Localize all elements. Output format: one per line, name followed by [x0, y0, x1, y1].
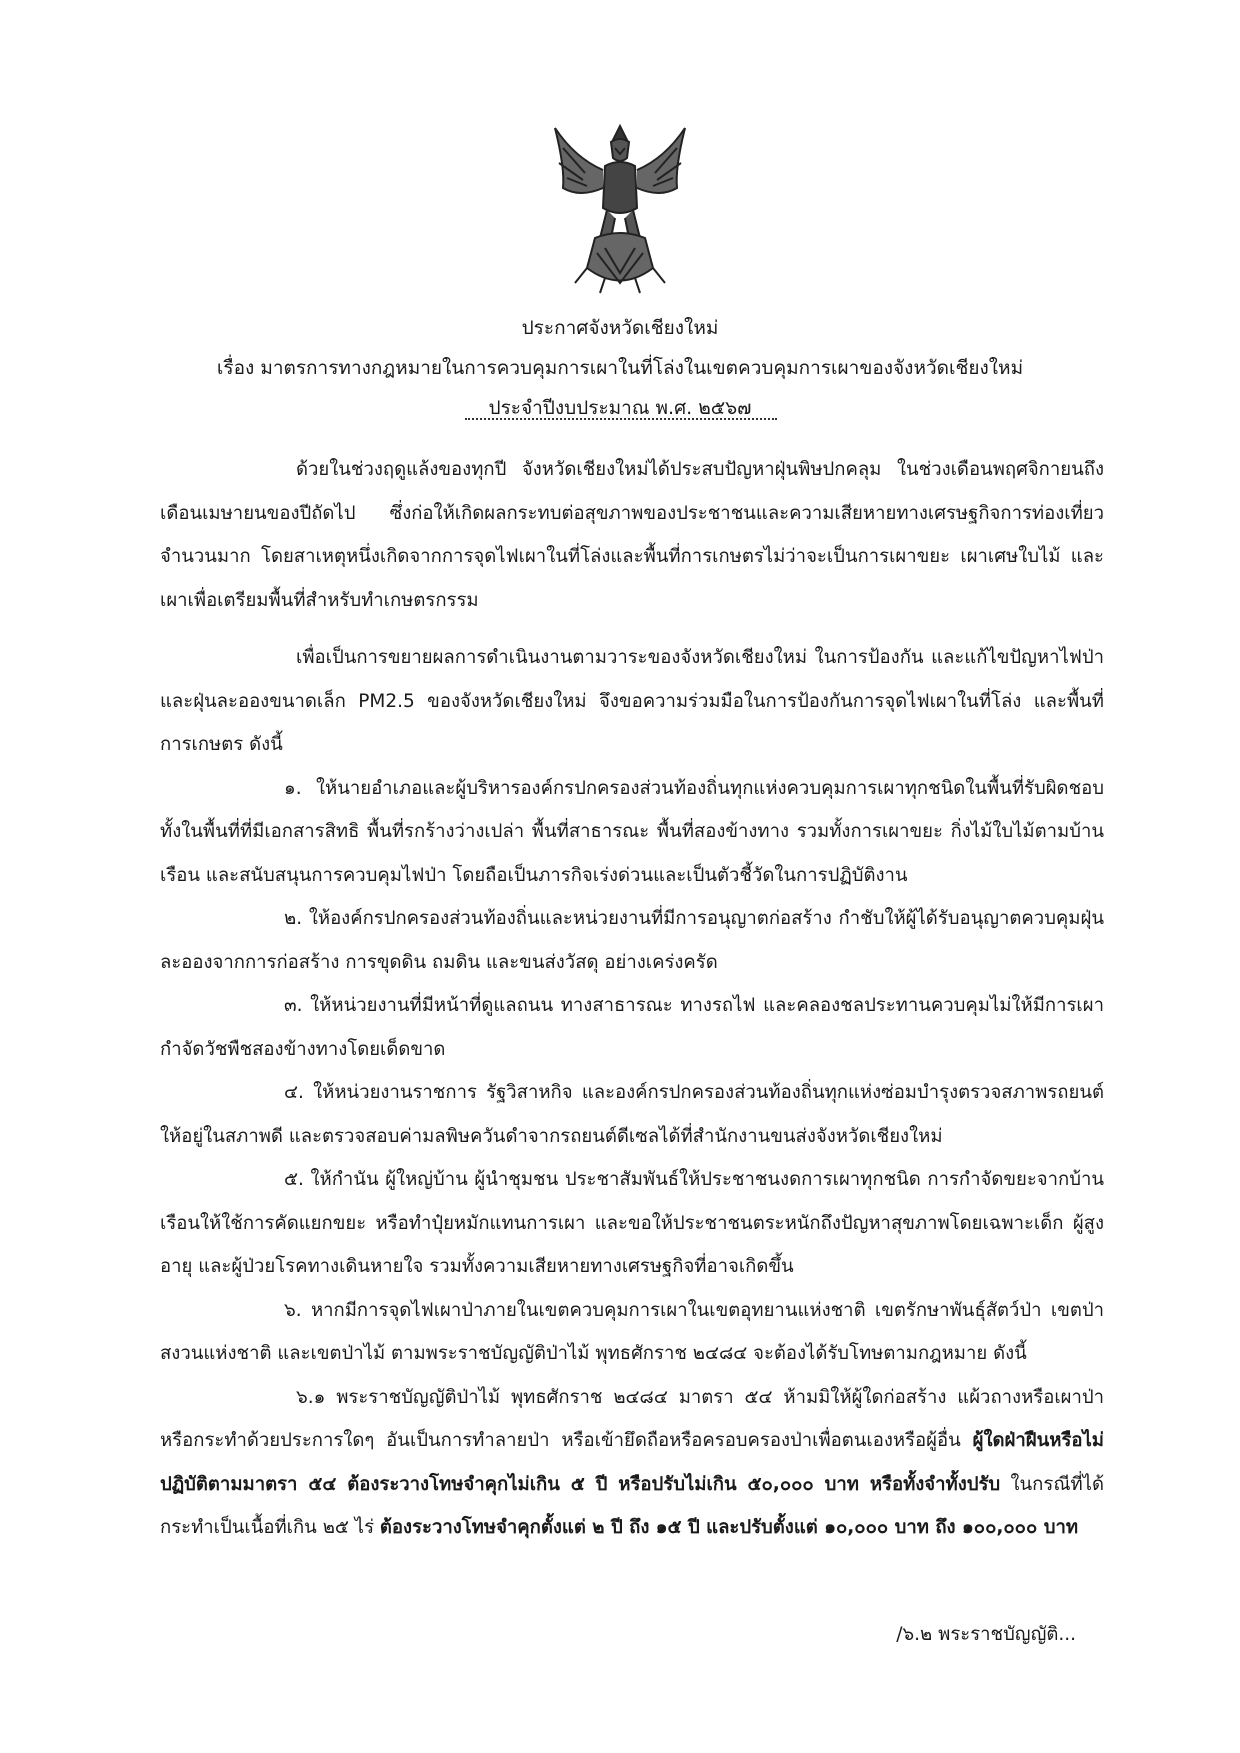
continuation-note: /๖.๒ พระราชบัญญัติ... [896, 1624, 1076, 1645]
announcement-body [160, 448, 1104, 1550]
measure-item-2: ๒. ให้องค์กรปกครองส่วนท้องถิ่นและหน่วยงานที่มีการอนุญาตก่อสร้าง กำชับให้ผู้ได้รับอนุญาตควบคุมฝุ่นละอองจากการก่อสร้าง การขุดดิน ถมดิน และขนส่งวัสดุ อย่างเคร่งครัด [160, 908, 1104, 973]
penalty-text-bold: ต้องระวางโทษจำคุกตั้งแต่ ๒ ปี ถึง ๑๕ ปี และปรับตั้งแต่ ๑๐,๐๐๐ บาท ถึง ๑๐๐,๐๐๐ บาท [379, 1517, 1079, 1538]
measure-item-1: ๑. ให้นายอำเภอและผู้บริหารองค์กรปกครองส่วนท้องถิ่นทุกแห่งควบคุมการเผาทุกชนิดในพื้นที่รับผิดชอบ ทั้งในพื้นที่ที่มีเอกสารสิทธิ พื้นที่รกร้างว่างเปล่า พื้นที่สาธารณะ พื้นที่สองข้างทาง รวมทั้งการเผาขยะ กิ่งไม้ใบไม้ตามบ้านเรือน และสนับสนุนการควบคุมไฟป่า โดยถือเป็นภารกิจเร่งด่วนและเป็นตัวชี้วัดในการปฏิบัติงาน [160, 777, 1104, 886]
intro-paragraph: ด้วยในช่วงฤดูแล้งของทุกปี จังหวัดเชียงใหม่ได้ประสบปัญหาฝุ่นพิษปกคลุม ในช่วงเดือนพฤศจิกายนถึงเดือนเมษายนของปีถัดไป ซึ่งก่อให้เกิดผลกระทบต่อสุขภาพของประชาชนและความเสียหายทางเศรษฐกิจการท่องเที่ยวจำนวนมาก โดยสาเหตุหนึ่งเกิดจากการจุดไฟเผาในที่โล่งและพื้นที่การเกษตรไม่ว่าจะเป็นการเผาขยะ เผาเศษใบไม้ และเผาเพื่อเตรียมพื้นที่สำหรับทำเกษตรกรรม [160, 459, 1104, 611]
penalty-text-bold: ผู้ใดฝ่าฝืนหรือไม่ปฏิบัติตามมาตรา ๕๔ ต้องระวางโทษจำคุกไม่เกิน ๕ ปี หรือปรับไม่เกิน ๕๐,๐๐๐ บาท หรือทั้งจำทั้งปรับ [160, 1430, 1104, 1495]
measure-item-6: ๖. หากมีการจุดไฟเผาป่าภายในเขตควบคุมการเผาในเขตอุทยานแห่งชาติ เขตรักษาพันธุ์สัตว์ป่า เขตป่าสงวนแห่งชาติ และเขตป่าไม้ ตามพระราชบัญญัติป่าไม้ พุทธศักราช ๒๔๘๔ จะต้องได้รับโทษตามกฎหมาย ดังนี้ [160, 1299, 1104, 1364]
sub-item-text: ในกรณีที่ได้กระทำเป็นเนื้อที่เกิน ๒๕ ไร่ [160, 1473, 1104, 1538]
announcement-fiscal-year: ประจำปีงบประมาณ พ.ศ. ๒๕๖๗ [488, 397, 752, 419]
announcement-issuer: ประกาศจังหวัดเชียงใหม่ [521, 317, 719, 339]
sub-item-text: ๖.๑ พระราชบัญญัติป่าไม้ พุทธศักราช ๒๔๘๔ มาตรา ๕๔ ห้ามมิให้ผู้ใดก่อสร้าง แผ้วถางหรือเผาป่า หรือกระทำด้วยประการใดๆ อันเป็นการทำลายป่า หรือเข้ายึดถือหรือครอบครองป่าเพื่อตนเองหรือผู้อื่น [160, 1386, 1104, 1451]
measure-item-5: ๕. ให้กำนัน ผู้ใหญ่บ้าน ผู้นำชุมชน ประชาสัมพันธ์ให้ประชาชนงดการเผาทุกชนิด การกำจัดขยะจากบ้านเรือนให้ใช้การคัดแยกขยะ หรือทำปุ๋ยหมักแทนการเผา และขอให้ประชาชนตระหนักถึงปัญหาสุขภาพโดยเฉพาะเด็ก ผู้สูงอายุ และผู้ป่วยโรคทางเดินหายใจ รวมทั้งความเสียหายทางเศรษฐกิจที่อาจเกิดขึ้น [160, 1169, 1104, 1277]
announcement-subject: เรื่อง มาตรการทางกฎหมายในการควบคุมการเผาในที่โล่งในเขตควบคุมการเผาของจังหวัดเชียงใหม่ [216, 357, 1024, 379]
measure-item-3: ๓. ให้หน่วยงานที่มีหน้าที่ดูแลถนน ทางสาธารณะ ทางรถไฟ และคลองชลประทานควบคุมไม่ให้มีการเผากำจัดวัชพืชสองข้างทางโดยเด็ดขาด [160, 995, 1104, 1060]
garuda-emblem-icon [545, 118, 695, 298]
purpose-paragraph: เพื่อเป็นการขยายผลการดำเนินงานตามวาระของจังหวัดเชียงใหม่ ในการป้องกัน และแก้ไขปัญหาไฟป่าและฝุ่นละอองขนาดเล็ก PM2.5 ของจังหวัดเชียงใหม่ จึงขอความร่วมมือในการป้องกันการจุดไฟเผาในที่โล่ง และพื้นที่การเกษตร ดังนี้ [160, 647, 1104, 755]
announcement-header [0, 308, 1240, 428]
sub-item-6-1 [160, 1376, 1104, 1550]
divider-dotted-line [465, 418, 777, 420]
measure-item-4: ๔. ให้หน่วยงานราชการ รัฐวิสาหกิจ และองค์กรปกครองส่วนท้องถิ่นทุกแห่งซ่อมบำรุงตรวจสภาพรถยนต์ให้อยู่ในสภาพดี และตรวจสอบค่ามลพิษควันดำจากรถยนต์ดีเซลได้ที่สำนักงานขนส่งจังหวัดเชียงใหม่ [160, 1082, 1104, 1147]
